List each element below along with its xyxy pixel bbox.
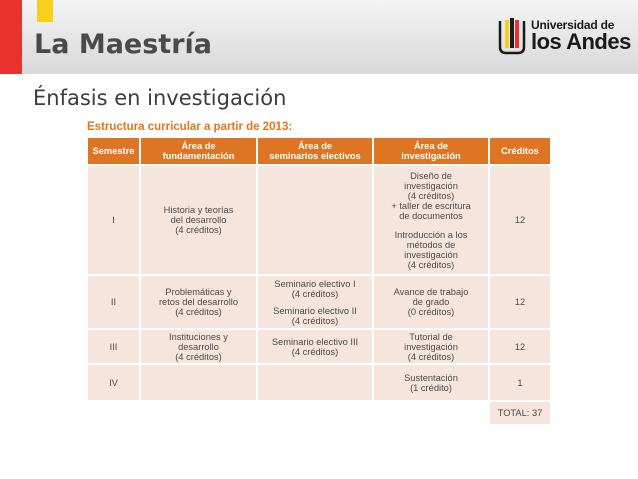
- total-cell: TOTAL: 37: [490, 402, 550, 424]
- row-4-fundamentacion: [141, 365, 256, 400]
- row-3-investigacion: Tutorial de investigación (4 créditos): [374, 330, 488, 363]
- header-fundamentacion: Área de fundamentación: [141, 138, 256, 164]
- row-1-seminarios: [258, 166, 372, 274]
- header-semestre: Semestre: [88, 138, 139, 164]
- slide-subtitle: Énfasis en investigación: [33, 86, 287, 110]
- row-3-fundamentacion: Instituciones y desarrollo (4 créditos): [141, 330, 256, 363]
- row-3-creditos: 12: [490, 330, 550, 363]
- logo-text-line2: los Andes: [531, 29, 631, 54]
- row-1-creditos: 12: [490, 166, 550, 274]
- accent-bar-yellow: [37, 0, 53, 22]
- header-investigacion: Área de investigación: [374, 138, 488, 164]
- row-1-investigacion: Diseño de investigación (4 créditos) + taller de escritura de documentos Introducción a los métodos de investigación (4 créditos): [374, 166, 488, 274]
- logo-text-line1: Universidad de: [531, 18, 615, 32]
- table-heading: Estructura curricular a partir de 2013:: [87, 121, 293, 133]
- row-3-semestre: III: [88, 330, 139, 363]
- row-4-semestre: IV: [88, 365, 139, 400]
- row-2-creditos: 12: [490, 276, 550, 328]
- header-creditos: Créditos: [490, 138, 550, 164]
- row-2-seminarios: Seminario electivo I (4 créditos) Seminario electivo II (4 créditos): [258, 276, 372, 328]
- row-2-fundamentacion: Problemáticas y retos del desarrollo (4 créditos): [141, 276, 256, 328]
- university-logo: [497, 17, 631, 55]
- header-seminarios: Área de seminarios electivos: [258, 138, 372, 164]
- row-3-seminarios: Seminario electivo III (4 créditos): [258, 330, 372, 363]
- row-4-investigacion: Sustentación (1 crédito): [374, 365, 488, 400]
- row-1-semestre: I: [88, 166, 139, 274]
- row-1-fundamentacion: Historia y teorías del desarrollo (4 créditos): [141, 166, 256, 274]
- row-4-creditos: 1: [490, 365, 550, 400]
- accent-bar-red: [0, 0, 22, 74]
- row-2-semestre: II: [88, 276, 139, 328]
- university-logo-icon: [497, 17, 527, 55]
- row-4-seminarios: [258, 365, 372, 400]
- slide-title: La Maestría: [34, 29, 212, 60]
- row-2-investigacion: Avance de trabajo de grado (0 créditos): [374, 276, 488, 328]
